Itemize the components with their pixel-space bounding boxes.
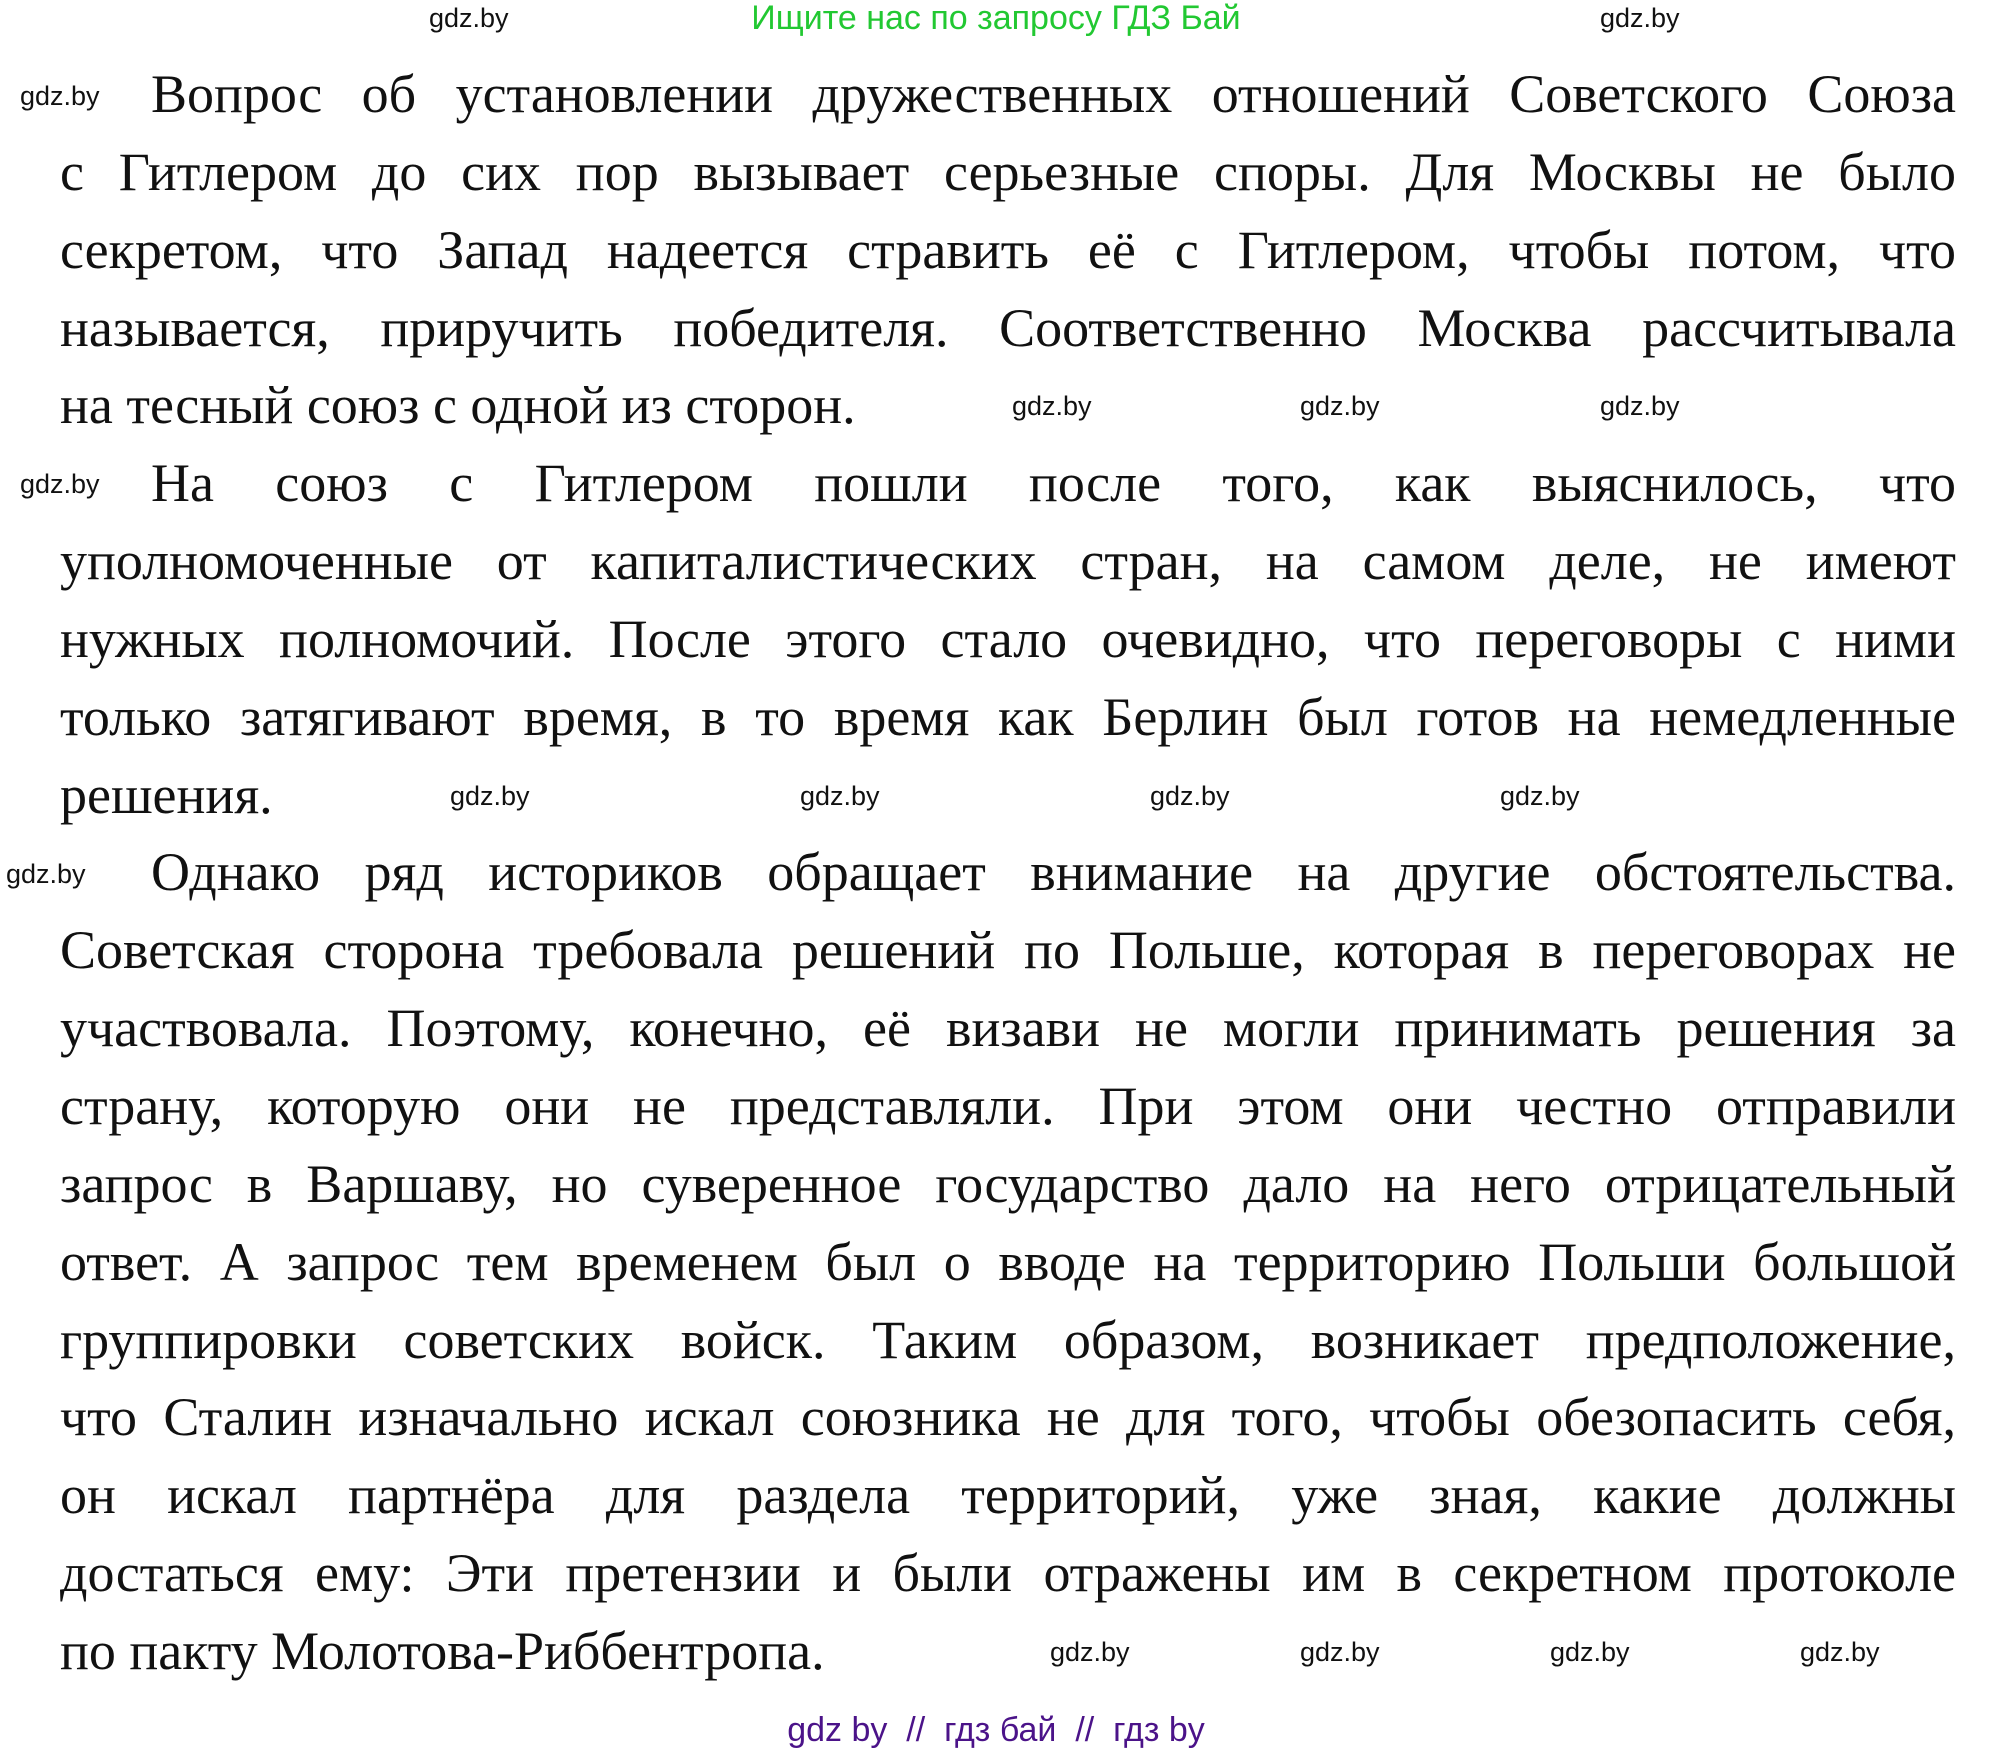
text-line: Вопрос об установлении дружественных отношений Советского Союза: [151, 64, 1956, 124]
text-line: по пакту Молотова-Риббентропа.: [60, 1620, 825, 1681]
footer-bar: [0, 1712, 1992, 1748]
text-line: На союз с Гитлером пошли после того, как выяснилось, что: [151, 453, 1956, 514]
paragraph: [60, 834, 1956, 1690]
text-line: страну, которую они не представляли. При этом они честно отправили: [60, 1075, 1956, 1136]
watermark-text: gdz.by: [429, 3, 509, 33]
text-line: решения.: [60, 764, 273, 825]
text-line: секретом, что Запад надеется стравить её с Гитлером, чтобы потом, что: [60, 219, 1956, 280]
text-line: только затягивают время, в то время как Берлин был готов на немедленные: [60, 686, 1956, 747]
watermark-text: gdz.by: [1300, 391, 1380, 421]
watermark-text: gdz.by: [20, 81, 100, 111]
text-line: называется, приручить победителя. Соответственно Москва рассчитывала: [60, 297, 1956, 358]
text-line: что Сталин изначально искал союзника не для того, чтобы обезопасить себя,: [60, 1387, 1956, 1448]
text-line: нужных полномочий. После этого стало очевидно, что переговоры с ними: [60, 608, 1956, 669]
text-line: запрос в Варшаву, но суверенное государство дало на него отрицательный: [60, 1153, 1956, 1214]
text-line: ответ. А запрос тем временем был о вводе на территорию Польши большой: [60, 1231, 1956, 1292]
paragraph: [60, 445, 1956, 834]
watermark-text: gdz.by: [6, 859, 86, 889]
paragraph: [60, 56, 1956, 445]
text-line: Советская сторона требовала решений по Польше, которая в переговорах не: [60, 920, 1956, 981]
watermark-text: gdz.by: [1800, 1637, 1880, 1667]
watermark-text: gdz.by: [450, 781, 530, 811]
document-body: [60, 56, 1956, 1691]
text-line: на тесный союз с одной из сторон.: [60, 375, 856, 436]
watermark-text: gdz.by: [1600, 3, 1680, 33]
watermark-text: gdz.by: [1500, 781, 1580, 811]
watermark-text: gdz.by: [1150, 781, 1230, 811]
text-line: уполномоченные от капиталистических стран, на самом деле, не имеют: [60, 531, 1956, 592]
text-line: участвовала. Поэтому, конечно, её визави не могли принимать решения за: [60, 998, 1956, 1059]
watermark-text: gdz.by: [1050, 1637, 1130, 1667]
watermark-text: gdz.by: [800, 781, 880, 811]
watermark-text: gdz.by: [1600, 391, 1680, 421]
watermark-text: gdz.by: [20, 469, 100, 499]
watermark-text: gdz.by: [1012, 391, 1092, 421]
header-bar: [0, 0, 1992, 36]
search-hint-banner: Ищите нас по запросу ГДЗ Бай: [751, 0, 1241, 37]
text-line: он искал партнёра для раздела территорий, уже зная, какие должны: [60, 1465, 1956, 1526]
watermark-text: gdz.by: [1300, 1637, 1380, 1667]
text-line: с Гитлером до сих пор вызывает серьезные споры. Для Москвы не было: [60, 141, 1956, 202]
text-line: достаться ему: Эти претензии и были отражены им в секретном протоколе: [60, 1543, 1956, 1604]
footer-links: gdz by // гдз бай // гдз by: [787, 1711, 1205, 1749]
watermark-text: gdz.by: [1550, 1637, 1630, 1667]
text-line: Однако ряд историков обращает внимание на другие обстоятельства.: [151, 842, 1956, 903]
text-line: группировки советских войск. Таким образом, возникает предположение,: [60, 1309, 1956, 1370]
